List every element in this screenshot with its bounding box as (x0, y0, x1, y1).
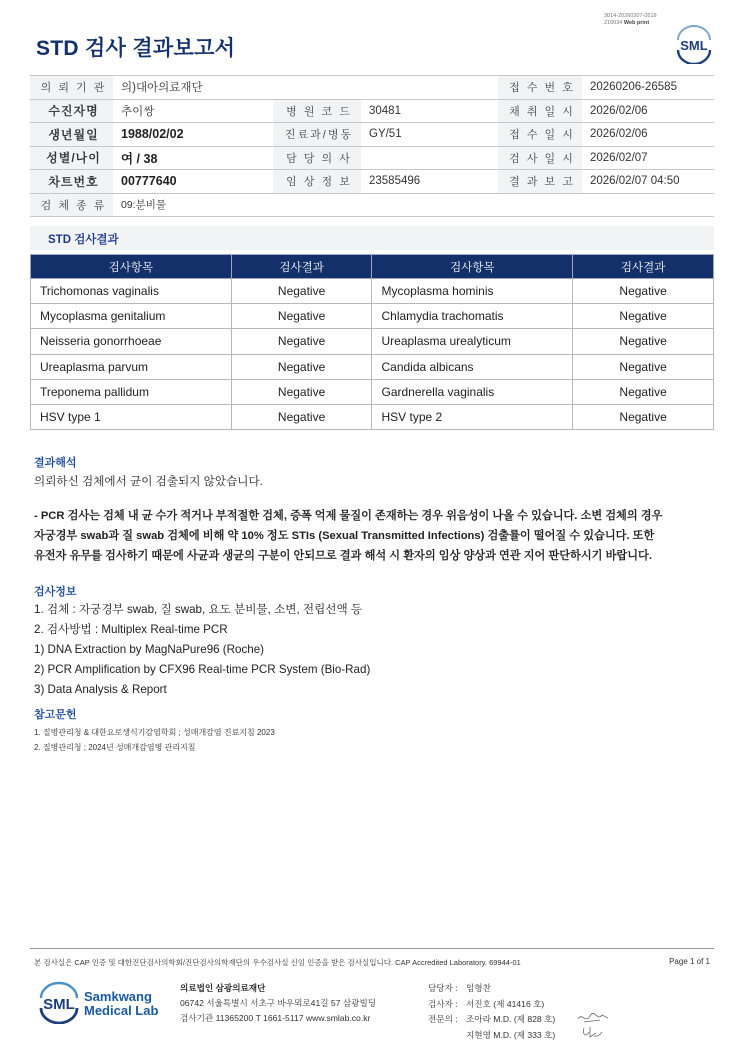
staff-row (428, 1012, 555, 1028)
info-value: 2026/02/07 (582, 146, 714, 170)
info-row (30, 99, 714, 123)
column-header: 검사결과 (573, 255, 714, 279)
info-row (30, 170, 714, 194)
interpretation-heading: 결과해석 (34, 457, 77, 469)
page-title: STD 검사 결과보고서 (36, 37, 236, 60)
test-item: Gardnerella vaginalis (372, 379, 573, 404)
staff-name: 조아라 M.D. (제 828 호) (466, 1014, 556, 1024)
test-item: Trichomonas vaginalis (31, 279, 232, 304)
test-result: Negative (231, 354, 372, 379)
test-info-heading: 검사정보 (34, 586, 77, 598)
test-result: Negative (573, 329, 714, 354)
staff-list (428, 981, 555, 1043)
signature-2 (580, 1024, 604, 1040)
staff-row (428, 997, 555, 1013)
info-value: 추이쌍 (113, 99, 273, 123)
info-label: 생년월일 (30, 123, 113, 147)
patient-info-table (30, 75, 714, 217)
sml-logo-bottom (36, 980, 82, 1024)
result-row (31, 304, 714, 329)
info-value: 23585496 (361, 170, 498, 194)
staff-role: 검사자 : (428, 998, 458, 1009)
reference-line: 1. 질병관리청 & 대한요로생식기감염학회 ; 성매개감염 진료지침 2023 (34, 728, 275, 737)
org-name: 의료법인 삼광의료재단 (180, 983, 266, 993)
interpretation-note-line: - PCR 검사는 검체 내 균 수가 적거나 부적절한 검체, 증폭 억제 물질이 존재하는 경우 위음성이 나올 수 있습니다. 소변 검체의 경우 (34, 510, 663, 522)
test-item: Chlamydia trachomatis (372, 304, 573, 329)
results-header-row (31, 255, 714, 279)
test-item: Mycoplasma genitalium (31, 304, 232, 329)
result-row (31, 354, 714, 379)
section-title: STD 검사결과 (48, 234, 119, 246)
test-item: Treponema pallidum (31, 379, 232, 404)
info-value: 30481 (361, 99, 498, 123)
info-value: 2026/02/06 (582, 123, 714, 147)
interpretation-note-line: 유전자 유무를 검사하기 때문에 사균과 생균의 구분이 안되므로 결과 해석 시 환자의 임상 양상과 연관 지어 판단하시기 바랍니다. (34, 550, 652, 562)
section-header (30, 226, 714, 250)
brand-line: Medical Lab (84, 1003, 159, 1018)
test-result: Negative (231, 279, 372, 304)
test-info-line: 1) DNA Extraction by MagNaPure96 (Roche) (34, 643, 265, 656)
info-row (30, 76, 714, 100)
contact-line: 검사기관 11365200 T 1661-5117 www.smlab.co.kr (180, 1013, 371, 1023)
sml-logo-bottom-text: SML (43, 996, 75, 1013)
test-info-line: 2. 검사방법 : Multiplex Real-time PCR (34, 623, 228, 636)
staff-name: 임형찬 (466, 983, 491, 993)
test-item: Mycoplasma hominis (372, 279, 573, 304)
result-row (31, 404, 714, 429)
doc-code-line1: 3014-20260207-0519 (604, 13, 657, 19)
staff-name: 서진호 (제 41416 호) (466, 998, 545, 1009)
test-item: Candida albicans (372, 354, 573, 379)
references-heading: 참고문헌 (34, 709, 77, 721)
lab-address (180, 981, 376, 1026)
info-label: 담 당 의 사 (273, 146, 361, 170)
interpretation-summary: 의뢰하신 검체에서 균이 검출되지 않았습니다. (34, 475, 263, 488)
info-row (30, 123, 714, 147)
test-result: Negative (231, 379, 372, 404)
address-line: 06742 서울특별시 서초구 바우뫼로41길 57 삼광빌딩 (180, 998, 377, 1008)
test-result: Negative (573, 404, 714, 429)
test-info-line: 1. 검체 : 자궁경부 swab, 질 swab, 요도 분비물, 소변, 전립선액 등 (34, 603, 363, 616)
test-result: Negative (573, 379, 714, 404)
info-label: 접 수 일 시 (498, 123, 582, 147)
info-value: 여 / 38 (113, 146, 273, 170)
brand-line: Samkwang (84, 989, 152, 1004)
test-item: HSV type 2 (372, 404, 573, 429)
footer-divider (30, 948, 714, 949)
info-value: 2026/02/07 04:50 (582, 170, 714, 194)
info-value: 09:분비물 (113, 193, 714, 217)
info-label: 수진자명 (30, 99, 113, 123)
info-value: GY/51 (361, 123, 498, 147)
test-item: Ureaplasma parvum (31, 354, 232, 379)
test-info-line: 2) PCR Amplification by CFX96 Real-time PCR System (Bio-Rad) (34, 663, 371, 676)
result-row (31, 379, 714, 404)
info-label: 의 뢰 기 관 (30, 76, 113, 100)
test-item: Neisseria gonorrhoeae (31, 329, 232, 354)
info-value: 20260206-26585 (582, 76, 714, 100)
staff-role (428, 1028, 466, 1044)
results-table (30, 254, 714, 430)
info-label: 차트번호 (30, 170, 113, 194)
staff-row (428, 981, 555, 997)
column-header: 검사항목 (31, 255, 232, 279)
test-result: Negative (573, 354, 714, 379)
column-header: 검사항목 (372, 255, 573, 279)
info-value: 1988/02/02 (113, 123, 273, 147)
staff-row (428, 1028, 555, 1044)
test-result: Negative (231, 404, 372, 429)
result-row (31, 279, 714, 304)
staff-role: 담당자 : (428, 983, 458, 993)
info-row (30, 193, 714, 217)
info-value (361, 146, 498, 170)
test-result: Negative (573, 279, 714, 304)
info-value: 00777640 (113, 170, 273, 194)
staff-name: 지현영 M.D. (제 333 호) (466, 1029, 556, 1040)
info-label: 성별/나이 (30, 146, 113, 170)
staff-role: 전문의 : (428, 1014, 458, 1024)
test-item: HSV type 1 (31, 404, 232, 429)
info-row (30, 146, 714, 170)
test-result: Negative (573, 304, 714, 329)
test-item: Ureaplasma urealyticum (372, 329, 573, 354)
info-label: 결 과 보 고 (498, 170, 582, 194)
interpretation-note-line: 자궁경부 swab과 질 swab 검체에 비해 약 10% 정도 STIs (Sexual Transmitted Infections) 검출률이 떨어질 수 있습니다. 또한 (34, 530, 655, 542)
info-label: 검 사 일 시 (498, 146, 582, 170)
sml-logo-text: SML (680, 38, 708, 53)
info-label: 진료과/병동 (273, 123, 361, 147)
sml-logo (672, 24, 716, 64)
info-label: 검 체 종 류 (30, 193, 113, 217)
info-label: 병 원 코 드 (273, 99, 361, 123)
result-row (31, 329, 714, 354)
info-value: 2026/02/06 (582, 99, 714, 123)
info-label: 임 상 정 보 (273, 170, 361, 194)
test-result: Negative (231, 329, 372, 354)
info-label: 접 수 번 호 (498, 76, 582, 100)
doc-code-line2: 210034 (604, 20, 623, 26)
brand-name (84, 990, 158, 1018)
column-header: 검사결과 (231, 255, 372, 279)
test-info-line: 3) Data Analysis & Report (34, 683, 167, 696)
reference-line: 2. 질병관리청 ; 2024년 성매개감염병 관리지침 (34, 743, 196, 752)
info-value: 의)대아의료재단 (113, 76, 498, 100)
info-label: 채 취 일 시 (498, 99, 582, 123)
page-number: Page 1 of 1 (669, 957, 710, 966)
test-result: Negative (231, 304, 372, 329)
web-print-label: Web print (623, 20, 650, 26)
accreditation-note: 본 검사실은 CAP 인증 및 대한진단검사의학회/진단검사의학재단의 우수검사실 신임 인증을 받은 검사실입니다. CAP Accredited Laboratory. 69944-01 (34, 958, 521, 967)
